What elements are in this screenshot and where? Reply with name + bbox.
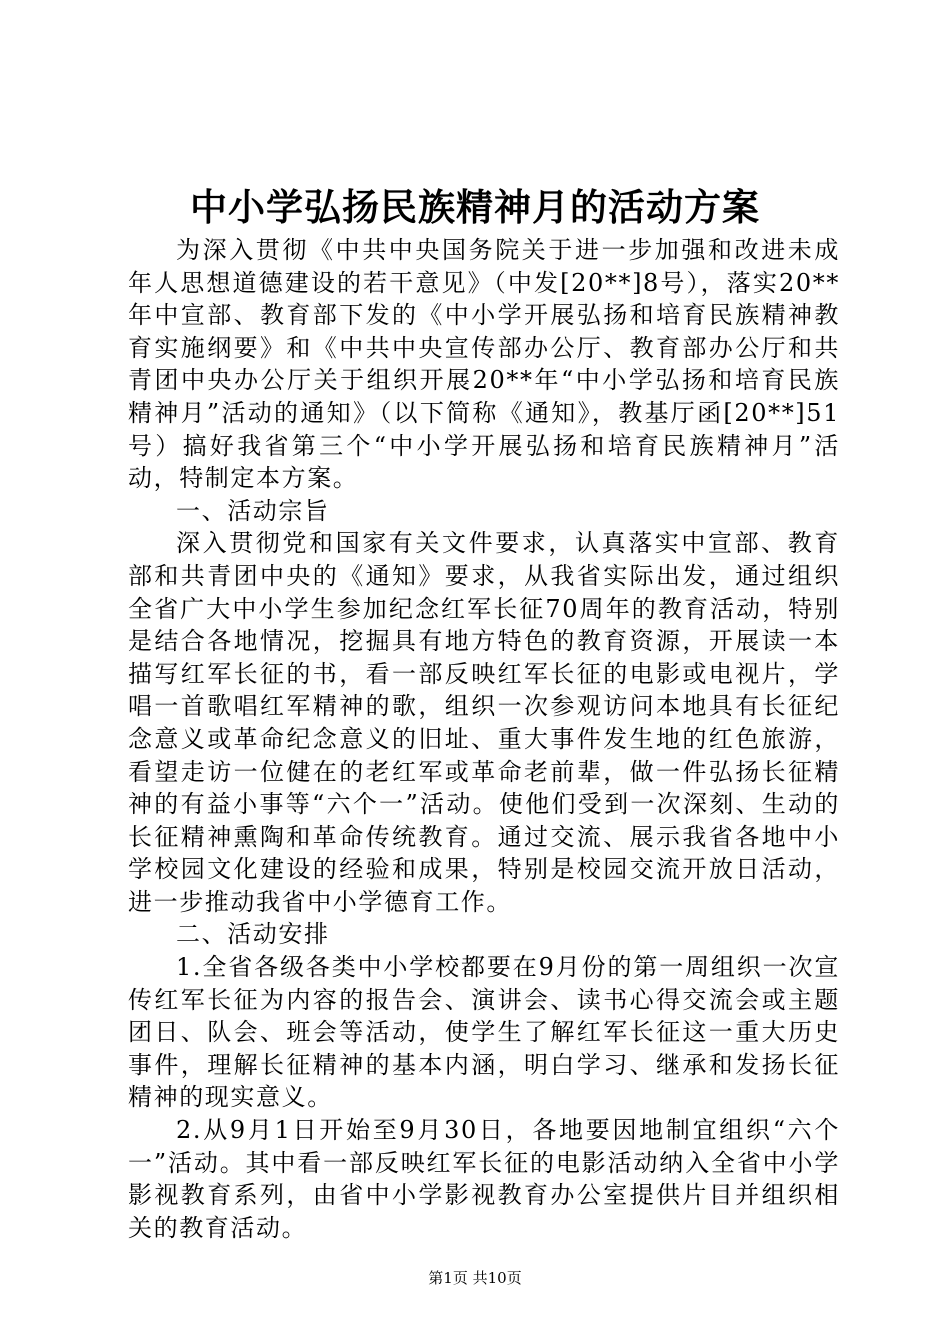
document-title: 中小学弘扬民族精神月的活动方案 — [190, 185, 760, 229]
purpose-paragraph: 深入贯彻党和国家有关文件要求，认真落实中宣部、教育部和共青团中央的《通知》要求，从我省实际出发，通过组织全省广大中小学生参加纪念红军长征70周年的教育活动，特别是结合各地情况，挖掘具有地方特色的教育资源，开展读一本描写红军长征的书，看一部反映红军长征的电影或电视片，学唱一首歌唱红军精神的歌，组织一次参观访问本地具有长征纪念意义或革命纪念意义的旧址、重大事件发生地的红色旅游，看望走访一位健在的老红军或革命老前辈，做一件弘扬长征精神的有益小事等“六个一”活动。使他们受到一次深刻、生动的长征精神熏陶和革命传统教育。通过交流、展示我省各地中小学校园文化建设的经验和成果，特别是校园交流开放日活动，进一步推动我省中小学德育工作。 — [128, 529, 840, 916]
page-number-footer: 第1页 共10页 — [428, 1269, 522, 1287]
arrangement-item-1: 1.全省各级各类中小学校都要在9月份的第一周组织一次宣传红军长征为内容的报告会、演讲会、读书心得交流会或主题团日、队会、班会等活动，使学生了解红军长征这一重大历史事件，理解长征精神的基本内涵，明白学习、继承和发扬长征精神的现实意义。 — [128, 953, 840, 1112]
section-heading-purpose: 一、活动宗旨 — [176, 496, 330, 525]
intro-paragraph: 为深入贯彻《中共中央国务院关于进一步加强和改进未成年人思想道德建设的若干意见》（中发[20**]8号），落实20**年中宣部、教育部下发的《中小学开展弘扬和培育民族精神教育实施纲要》和《中共中央宣传部办公厅、教育部办公厅和共青团中央办公厅关于组织开展20**年“中小学弘扬和培育民族精神月”活动的通知》（以下简称《通知》，教基厅函[20**]51号）搞好我省第三个“中小学开展弘扬和培育民族精神月”活动，特制定本方案。 — [128, 236, 840, 493]
section-heading-arrangement: 二、活动安排 — [176, 920, 330, 949]
arrangement-item-2: 2.从9月1日开始至9月30日，各地要因地制宜组织“六个一”活动。其中看一部反映红军长征的电影活动纳入全省中小学影视教育系列，由省中小学影视教育办公室提供片目并组织相关的教育活动。 — [128, 1116, 840, 1242]
document-body — [128, 234, 840, 1244]
